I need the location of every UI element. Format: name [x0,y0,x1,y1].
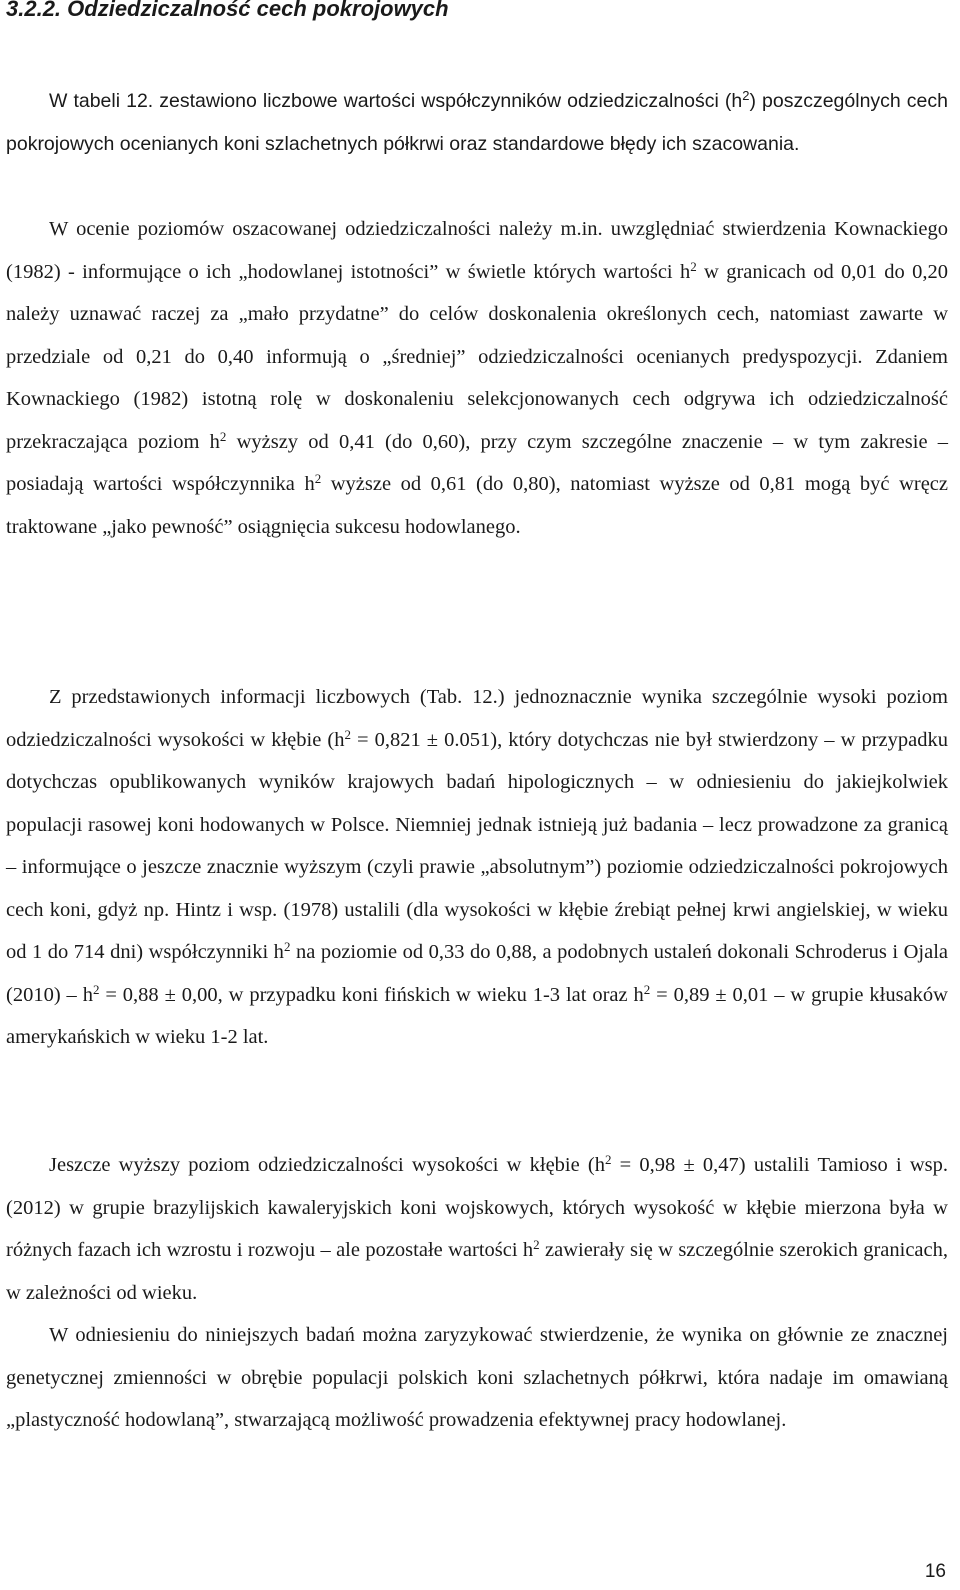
text-run: W ocenie poziomów oszacowanej odziedziczalności należy m.in. uwzględniać stwierdzenia Kownackiego (1982) - informujące o ich „hodowlanej istotności” w świetle których wartości h [6,218,948,283]
paragraph-table-summary [6,80,948,165]
superscript: 2 [742,88,750,103]
paragraph-withers-height-results [6,676,948,1059]
superscript: 2 [533,1237,540,1252]
superscript: 2 [604,1152,612,1167]
text-run: = 0,89 ± 0,01 – w grupie kłusaków amerykańskich w wieku 1-2 lat. [6,983,948,1048]
paragraph-heritability-levels [6,208,948,548]
superscript: 2 [92,981,100,997]
superscript: 2 [344,726,351,742]
text-run: w granicach od 0,01 do 0,20 należy uznawać raczej za „mało przydatne” do celów doskonalenia określonych cech, natomiast zawarte w przedziale od 0,21 do 0,40 informują o „średniej” odziedziczalności ocenianych predyspozycji. Zdaniem Kownackiego (1982) istotną rolę w doskonaleniu selekcjonowanych cech odgrywa ich odziedziczalność przekraczająca poziom h [6,260,948,453]
paragraph-tamioso-study [6,1144,948,1314]
text-run: ) poszczególnych cech pokrojowych ocenianych koni szlachetnych półkrwi oraz standardowe błędy ich szacowania. [6,90,948,155]
text-run: = 0,821 ± 0.051), który dotychczas nie był stwierdzony – w przypadku dotychczas opublikowanych wyników krajowych badań hipologicznych – w odniesieniu do jakiejkolwiek populacji rasowej koni hodowanych w Polsce. Niemniej jednak istnieją już badania – lecz prowadzone za granicą – informujące o jeszcze znacznie wyższym (czyli prawie „absolutnym”) poziomie odziedziczalności pokrojowych cech koni, gdyż np. Hintz i wsp. (1978) ustalili (dla wysokości w kłębie źrebiąt pełnej krwi angielskiej, w wieku od 1 do 714 dni) współczynniki h [6,728,948,963]
text-run: W odniesieniu do niniejszych badań można zaryzykować stwierdzenie, że wynika on głównie ze znacznej genetycznej zmienności w obrębie populacji polskich koni szlachetnych półkrwi, która nadaje im omawianą „plastyczność hodowlaną”, stwarzającą możliwość prowadzenia efektywnej pracy hodowlanej. [6,1324,948,1431]
section-heading: 3.2.2. Odziedziczalność cech pokrojowych [6,0,449,21]
page-number: 16 [924,1561,946,1582]
superscript: 2 [690,258,697,274]
superscript: 2 [219,428,227,444]
paragraph-conclusion [6,1314,948,1442]
text-run: Z przedstawionych informacji liczbowych (Tab. 12.) jednoznacznie wynika szczególnie wysoki poziom odziedziczalności wysokości w kłębie (h [6,686,948,751]
text-run: = 0,98 ± 0,47) ustalili Tamioso i wsp. (2012) w grupie brazylijskich kawaleryjskich koni wojskowych, których wysokość w kłębie mierzona była w różnych fazach ich wzrostu i rozwoju – ale pozostałe wartości h [6,1154,948,1261]
text-run: Jeszcze wyższy poziom odziedziczalności wysokości w kłębie (h [49,1154,605,1176]
superscript: 2 [643,981,651,997]
text-run: W tabeli 12. zestawiono liczbowe wartości współczynników odziedziczalności (h [49,90,743,112]
superscript: 2 [283,939,291,954]
text-run: wyższy od 0,41 (do 0,60), przy czym szczególne znaczenie – w tym zakresie – posiadają wartości współczynnika h [6,430,948,495]
text-run: zawierały się w szczególnie szerokich granicach, w zależności od wieku. [6,1239,948,1304]
text-run: wyższe od 0,61 (do 0,80), natomiast wyższe od 0,81 mogą być wręcz traktowane „jako pewność” osiągnięcia sukcesu hodowlanego. [6,473,948,538]
text-run: = 0,88 ± 0,00, w przypadku koni fińskich w wieku 1-3 lat oraz h [99,983,644,1006]
superscript: 2 [314,471,322,486]
text-run: na poziomie od 0,33 do 0,88, a podobnych ustaleń dokonali Schroderus i Ojala (2010) – h [6,941,948,1006]
